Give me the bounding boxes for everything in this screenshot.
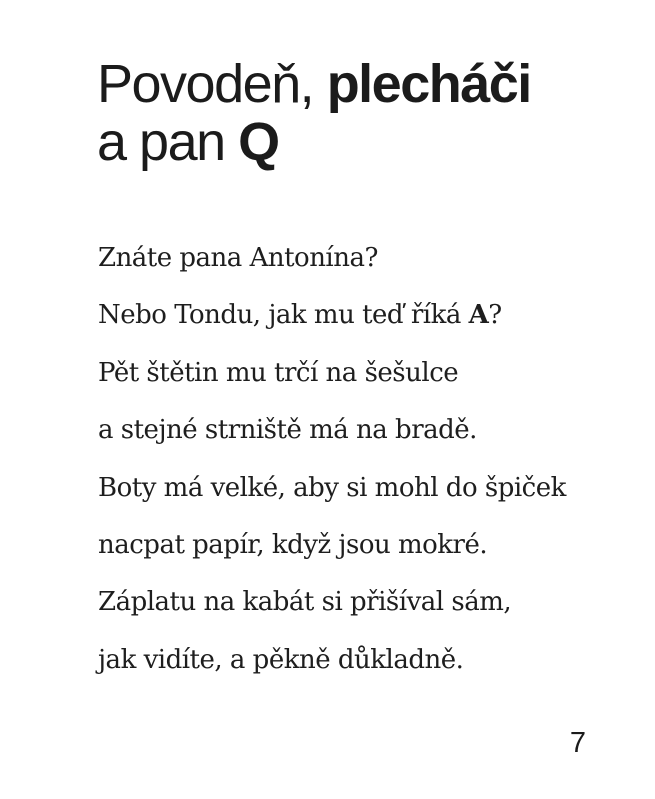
poem-line-2-post: ? xyxy=(488,300,502,331)
poem-line-3: Pět štětin mu trčí na šešulce xyxy=(98,357,459,388)
chapter-title xyxy=(97,55,531,171)
poem-line-2 xyxy=(98,287,566,344)
poem-line-8: jak vidíte, a pěkně důkladně. xyxy=(98,644,464,675)
poem-line-5: Boty má velké, aby si mohl do špiček xyxy=(98,472,566,503)
poem-line-2-bold: A xyxy=(468,300,489,331)
title-line2-regular: a pan xyxy=(97,112,239,172)
poem-line-1: Znáte pana Antonína? xyxy=(98,243,378,273)
chapter-title-line-1 xyxy=(97,55,531,113)
title-line1-bold: plecháči xyxy=(326,54,531,114)
chapter-title-line-2 xyxy=(97,113,531,171)
poem-line-2-pre: Nebo Tondu, jak mu teď říká xyxy=(98,300,469,331)
poem-line-6: nacpat papír, když jsou mokré. xyxy=(98,530,488,561)
title-line2-bold: Q xyxy=(238,112,279,172)
poem-line-7: Záplatu na kabát si přišíval sám, xyxy=(98,587,512,618)
page-number: 7 xyxy=(569,727,587,759)
poem-line-4: a stejné strniště má na bradě. xyxy=(98,415,477,446)
title-line1-regular: Povodeň, xyxy=(97,54,327,114)
poem-text xyxy=(98,230,566,689)
